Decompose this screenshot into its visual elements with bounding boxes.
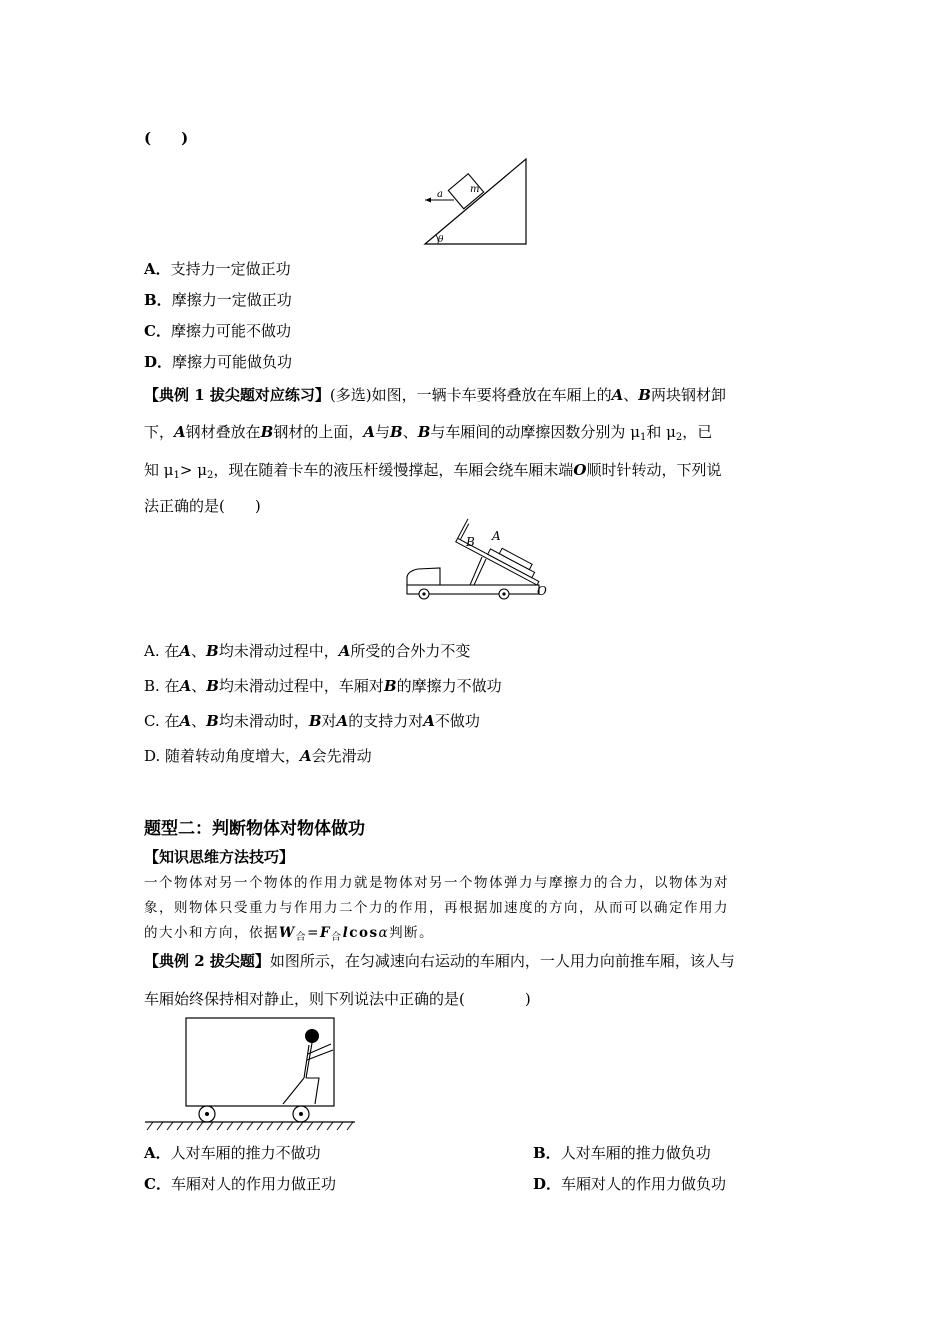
option-c[interactable]: C．车厢对人的作用力做正功	[144, 1175, 336, 1193]
option-d[interactable]: D. 随着转动角度增大，A会先滑动	[144, 747, 372, 765]
label-A: A	[492, 529, 501, 543]
answer-paren: ( )	[144, 129, 189, 147]
option-b[interactable]: B. 在A、B均未滑动过程中，车厢对B的摩擦力不做功	[144, 677, 502, 695]
section-title: 题型二：判断物体对物体做功	[144, 819, 365, 839]
label-m: m	[470, 184, 480, 195]
q1-line1: 【典例 1 拔尖题对应练习】(多选)如图，一辆卡车要将叠放在车厢上的A、B两块钢材卸	[144, 386, 726, 404]
truck-figure	[404, 524, 554, 604]
method-line1: 一个物体对另一个物体的作用力就是物体对另一个物体弹力与摩擦力的合力，以物体为对	[144, 875, 729, 891]
option-d[interactable]: D．摩擦力可能做负功	[144, 353, 293, 371]
option-b[interactable]: B．人对车厢的推力做负功	[533, 1144, 711, 1162]
carriage-figure	[143, 1016, 357, 1134]
option-d[interactable]: D．车厢对人的作用力做负功	[533, 1175, 727, 1193]
label-theta: θ	[438, 235, 444, 245]
q1-line3: 知 $\mu_1> \mu_2$，现在随着卡车的液压杆缓慢撑起，车厢会绕车厢末端O顺时针转动，下列说	[144, 461, 722, 481]
option-c[interactable]: C．摩擦力可能不做功	[144, 322, 291, 340]
option-a[interactable]: A．支持力一定做正功	[144, 260, 291, 278]
method-tag: 【知识思维方法技巧】	[144, 848, 295, 866]
q1-line2: 下，A钢材叠放在B钢材的上面，A与B、B与车厢间的动摩擦因数分别为 $\mu_1$和 $\mu_2$，已	[144, 423, 713, 443]
label-a: a	[437, 189, 443, 200]
label-B: B	[466, 535, 475, 549]
label-O: O	[537, 584, 547, 598]
q2-line1: 【典例 2 拔尖题】如图所示，在匀减速向右运动的车厢内，一人用力向前推车厢，该人与	[144, 952, 735, 970]
option-a[interactable]: A. 在A、B均未滑动过程中，A所受的合外力不变	[144, 642, 471, 660]
option-b[interactable]: B．摩擦力一定做正功	[144, 291, 292, 309]
option-a[interactable]: A．人对车厢的推力不做功	[144, 1144, 321, 1162]
method-line3: 的大小和方向，依据$W_合=F_合lcos\alpha$判断。	[144, 925, 435, 943]
option-c[interactable]: C. 在A、B均未滑动时，B对A的支持力对A不做功	[144, 712, 480, 730]
method-line2: 象，则物体只受重力与作用力二个力的作用，再根据加速度的方向，从而可以确定作用力	[144, 900, 729, 916]
q2-line2: 车厢始终保持相对静止，则下列说法中正确的是( )	[144, 990, 531, 1008]
q1-line4: 法正确的是( )	[144, 497, 261, 515]
incline-figure	[420, 154, 530, 248]
